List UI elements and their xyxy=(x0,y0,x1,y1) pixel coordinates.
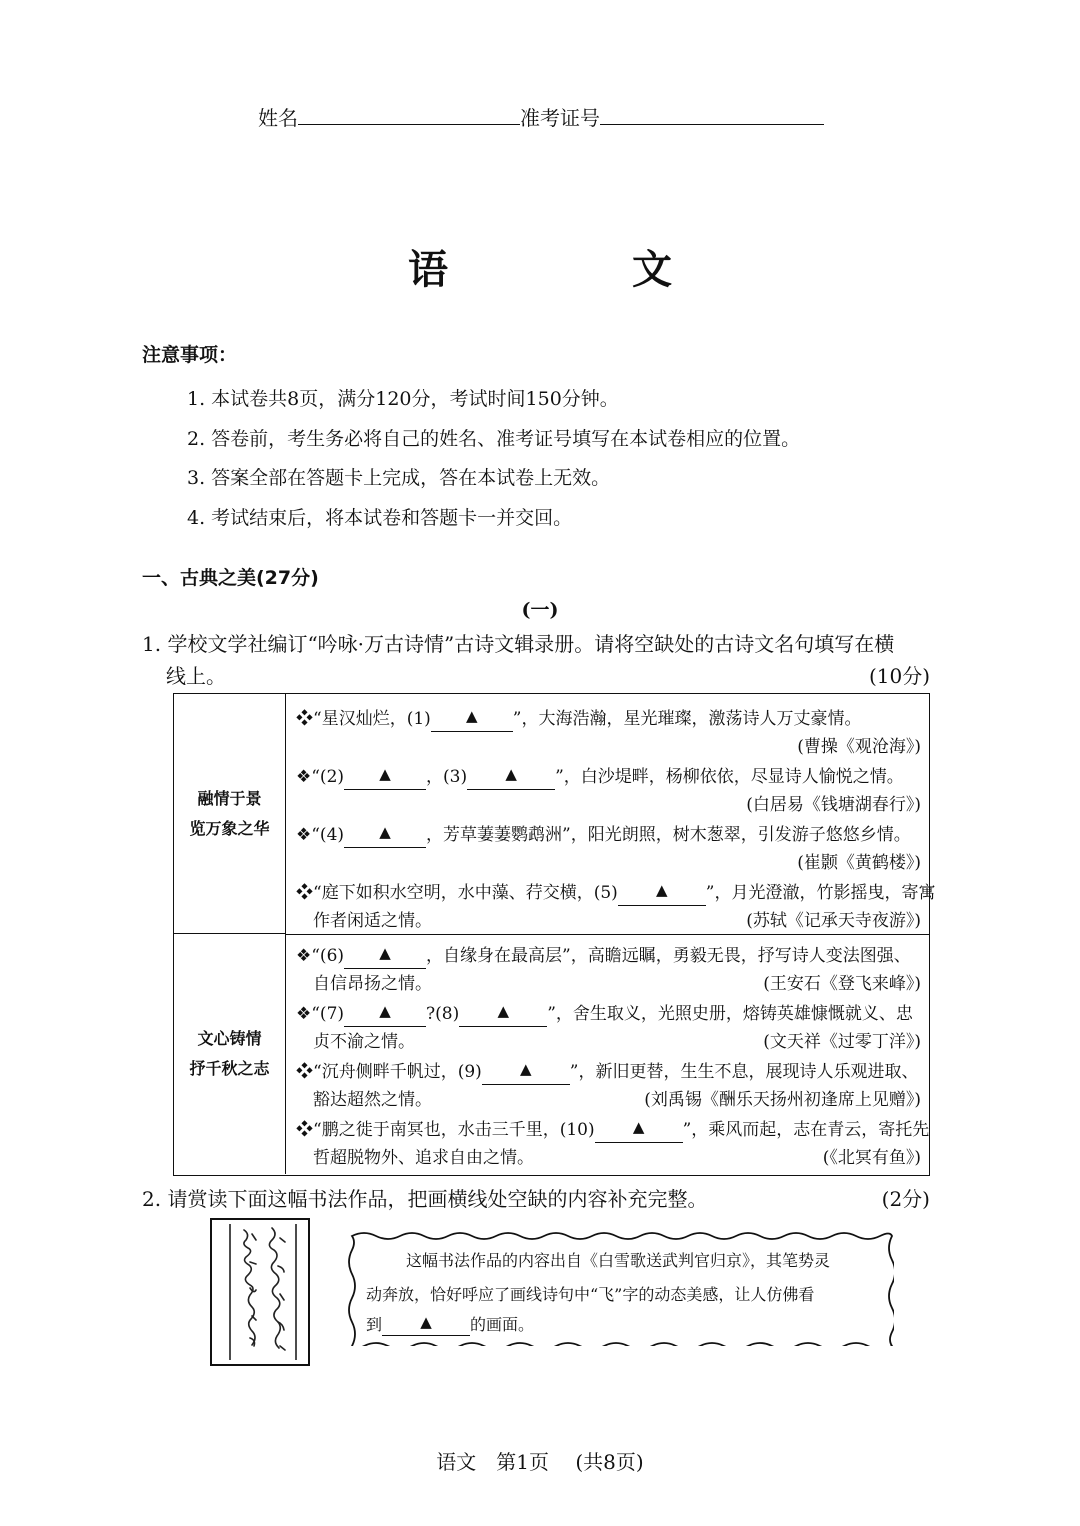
triangle-marker-icon: ▲ xyxy=(379,765,391,783)
name-label: 姓名 xyxy=(258,106,298,130)
poem-source: (崔颢《黄鹤楼》) xyxy=(797,853,921,873)
id-blank[interactable] xyxy=(600,102,824,125)
triangle-marker-icon: ▲ xyxy=(379,944,391,962)
answer-blank-5[interactable] xyxy=(618,883,706,906)
triangle-marker-icon: ▲ xyxy=(656,881,668,899)
subsection-heading: (一) xyxy=(521,599,559,621)
table-line: ❖“鹏之徙于南冥也，水击三千里，(10) ▲ ”，乘风而起，志在青云，寄托先 xyxy=(296,1115,921,1139)
table-line xyxy=(296,732,921,756)
table-line: 哲超脱物外、追求自由之情。 (《北冥有鱼》) xyxy=(296,1143,921,1167)
row-divider xyxy=(286,934,929,935)
poem-source: (白居易《钱塘湖春行》) xyxy=(746,795,921,815)
answer-blank-3[interactable] xyxy=(467,767,555,790)
question-1-line-2: 线上。 xyxy=(166,664,226,688)
poem-source: (文天祥《过零丁洋》) xyxy=(763,1032,921,1052)
table-line: ❖“(4) ▲ ，芳草萋萋鹦鹉洲”，阳光朗照，树木葱翠，引发游子悠悠乡情。 xyxy=(296,820,921,844)
category-label: 文心铸情 xyxy=(197,1029,262,1048)
table-line xyxy=(296,790,921,814)
triangle-marker-icon: ▲ xyxy=(379,823,391,841)
answer-blank-10[interactable] xyxy=(595,1120,683,1143)
notice-item: 1. 本试卷共8页，满分120分，考试时间150分钟。 xyxy=(187,388,619,410)
answer-card xyxy=(346,1228,894,1346)
triangle-marker-icon: ▲ xyxy=(420,1313,432,1331)
category-label: 览万象之华 xyxy=(189,818,270,838)
category-scenery xyxy=(174,694,286,934)
category-ambition xyxy=(174,934,286,1174)
question-2: 2. 请赏读下面这幅书法作品，把画横线处空缺的内容补充完整。 xyxy=(142,1187,708,1211)
table-line: ❖“(6) ▲ ，自缘身在最高层”，高瞻远瞩，勇毅无畏，抒写诗人变法图强、 xyxy=(296,941,921,965)
notice-item: 3. 答案全部在答题卡上完成，答在本试卷上无效。 xyxy=(187,467,611,489)
table-line: ❖“星汉灿烂，(1) ▲ ”，大海浩瀚，星光璀璨，激荡诗人万丈豪情。 xyxy=(296,704,921,728)
poem-source: (曹操《观沧海》) xyxy=(797,737,921,757)
calligraphy-image xyxy=(210,1218,310,1366)
notice-item: 4. 考试结束后，将本试卷和答题卡一并交回。 xyxy=(187,507,573,529)
notice-heading: 注意事项： xyxy=(142,344,238,366)
question-1-line-1: 1. 学校文学社编订“吟咏·万古诗情”古诗文辑录册。请将空缺处的古诗文名句填写在横 xyxy=(142,632,895,656)
triangle-marker-icon: ▲ xyxy=(505,765,517,783)
triangle-marker-icon: ▲ xyxy=(466,707,478,725)
page-footer: 语文 第1页 (共8页) xyxy=(436,1450,644,1474)
poem-source: (刘禹锡《酬乐天扬州初逢席上见赠》) xyxy=(644,1090,921,1110)
table-line: 自信昂扬之情。 (王安石《登飞来峰》) xyxy=(296,969,921,993)
poem-source: (苏轼《记承天寺夜游》) xyxy=(746,911,921,931)
answer-blank-8[interactable] xyxy=(459,1004,547,1027)
name-blank[interactable] xyxy=(298,102,520,125)
category-label: 抒千秋之志 xyxy=(189,1059,270,1078)
table-line: ❖“(7) ▲ ?(8) ▲ ”，舍生取义，光照史册，熔铸英雄慷慨就义、忠 xyxy=(296,999,921,1023)
notice-item: 2. 答卷前，考生务必将自己的姓名、准考证号填写在本试卷相应的位置。 xyxy=(187,428,801,450)
triangle-marker-icon: ▲ xyxy=(632,1118,645,1136)
poem-source: (王安石《登飞来峰》) xyxy=(763,974,921,994)
answer-blank-6[interactable] xyxy=(344,946,426,969)
table-line: ❖“庭下如积水空明，水中藻、荇交横，(5) ▲ ”，月光澄澈，竹影摇曳，寄寓 xyxy=(296,878,921,902)
poetry-table xyxy=(173,693,936,1176)
triangle-marker-icon: ▲ xyxy=(379,1002,391,1020)
page-title: 语 文 xyxy=(408,246,744,293)
table-line: 豁达超然之情。 (刘禹锡《酬乐天扬州初逢席上见赠》) xyxy=(296,1085,921,1109)
category-label: 融情于景 xyxy=(197,788,262,808)
table-line: 作者闲适之情。 (苏轼《记承天寺夜游》) xyxy=(296,906,921,930)
answer-blank-9[interactable] xyxy=(482,1062,570,1085)
question-1-points: (10分) xyxy=(868,664,930,688)
triangle-marker-icon: ▲ xyxy=(520,1060,532,1078)
card-line: 到 ▲ 的画面。 xyxy=(366,1313,535,1334)
candidate-info xyxy=(258,102,824,131)
card-line: 这幅书法作品的内容出自《白雪歌送武判官归京》，其笔势灵 xyxy=(406,1251,831,1270)
answer-blank-1[interactable] xyxy=(431,709,513,732)
answer-blank-4[interactable] xyxy=(344,825,426,848)
table-line xyxy=(296,848,921,872)
table-line: ❖“沉舟侧畔千帆过，(9) ▲ ”，新旧更替，生生不息，展现诗人乐观进取、 xyxy=(296,1057,921,1081)
poem-source: (《北冥有鱼》) xyxy=(822,1148,921,1168)
table-line: 贞不渝之情。 (文天祥《过零丁洋》) xyxy=(296,1027,921,1051)
question-2-points: (2分) xyxy=(881,1187,930,1211)
section-heading: 一、古典之美(27分) xyxy=(142,567,319,589)
answer-blank-7[interactable] xyxy=(344,1004,426,1027)
triangle-marker-icon: ▲ xyxy=(497,1002,509,1020)
id-label: 准考证号 xyxy=(520,106,600,130)
answer-blank-card[interactable] xyxy=(382,1315,470,1336)
card-line: 动奔放，恰好呼应了画线诗句中“飞”字的动态美感，让人仿佛看 xyxy=(366,1285,815,1304)
table-line: ❖“(2) ▲ ，(3) ▲ ”，白沙堤畔，杨柳依依，尽显诗人愉悦之情。 xyxy=(296,762,921,786)
answer-blank-2[interactable] xyxy=(344,767,426,790)
